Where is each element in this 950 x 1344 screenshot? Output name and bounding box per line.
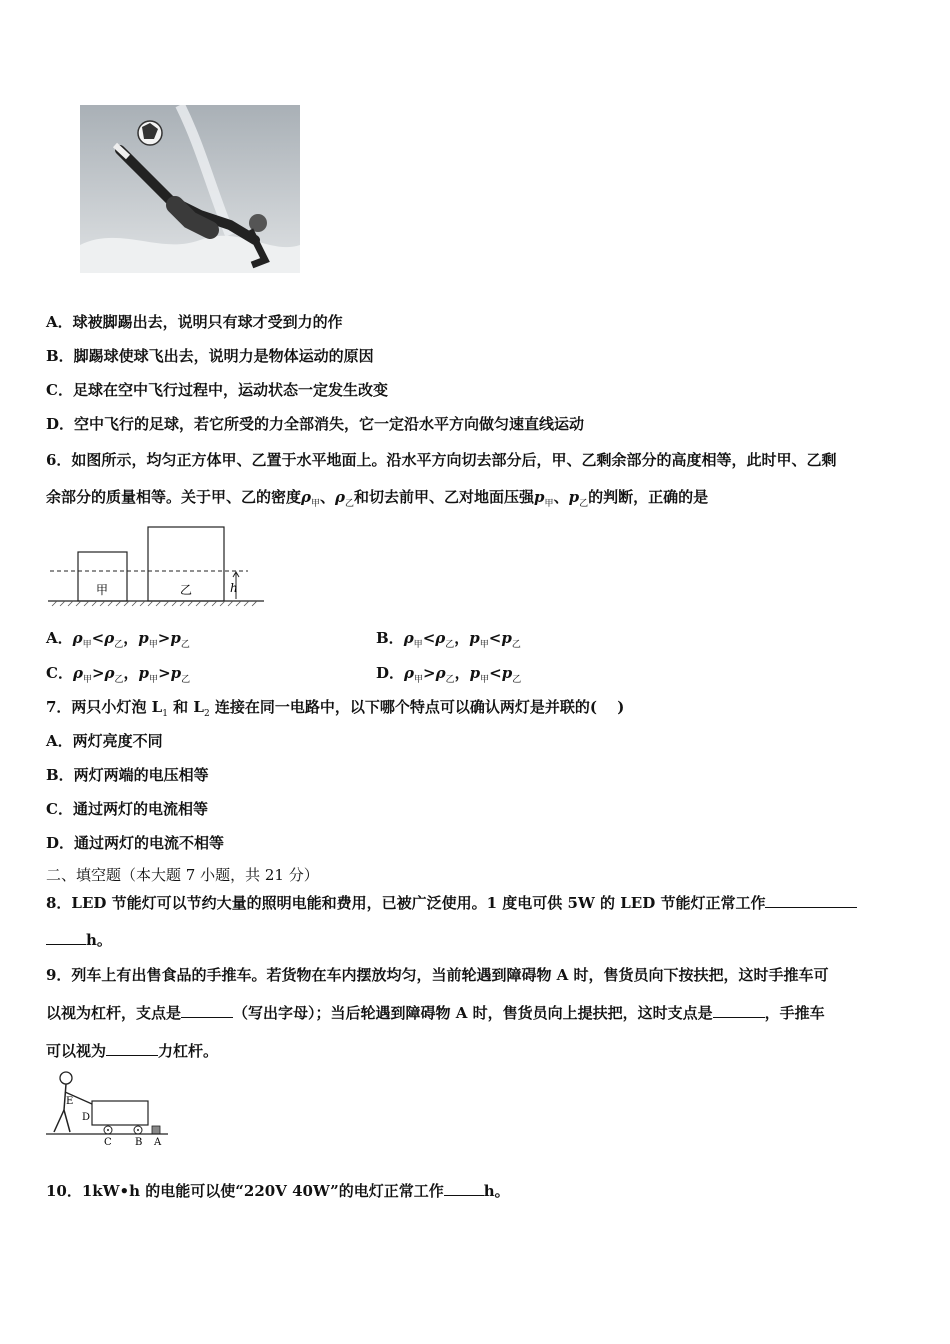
q9-label-D: D: [82, 1112, 91, 1123]
q7-option-b: B．两灯两端的电压相等: [46, 766, 209, 784]
q8-line2: h。: [46, 930, 112, 950]
q5-option-d: D．空中飞行的足球，若它所受的力全部消失，它一定沿水平方向做匀速直线运动: [46, 415, 585, 433]
q6-label-h: h: [230, 581, 238, 595]
q7-option-c: C．通过两灯的电流相等: [46, 800, 208, 818]
q6-option-c: C．$\rho_甲>\rho_乙$，$p_甲>p_乙$: [46, 664, 191, 685]
q9-label-B: B: [135, 1137, 143, 1148]
q7-stem: 7．两只小灯泡 $L_1$ 和 $L_2$ 连接在同一电路中，以下哪个特点可以确认两灯是并联的( ): [46, 698, 625, 719]
q5-option-a: A．球被脚踢出去，说明只有球才受到力的作: [46, 313, 343, 331]
q9-blank-3[interactable]: [106, 1041, 158, 1056]
q8-line1: 8．LED 节能灯可以节约大量的照明电能和费用，已被广泛使用。1 度电可供 5W 的 LED 节能灯正常工作: [46, 893, 857, 913]
q6-option-b: B．$\rho_甲<\rho_乙$，$p_甲<p_乙$: [376, 629, 521, 650]
q10-text: 10．1kW•h 的电能可以使“220V 40W”的电灯正常工作 h。: [46, 1182, 510, 1200]
section-heading-fill-in: 二、填空题（本大题 7 小题，共 21 分）: [46, 866, 319, 884]
q6-cubes-diagram: [48, 522, 266, 612]
q9-line3: 可以视为 力杠杆。: [46, 1042, 219, 1060]
q7-option-a: A．两灯亮度不同: [46, 732, 163, 750]
q5-option-b: B．脚踢球使球飞出去，说明力是物体运动的原因: [46, 347, 374, 365]
q6-stem-line1: 6．如图所示，均匀正方体甲、乙置于水平地面上。沿水平方向切去部分后，甲、乙剩余部分的高度相等，此时甲、乙剩: [46, 451, 837, 469]
soccer-bicycle-kick-photo: [80, 105, 300, 273]
q8-blank[interactable]: [765, 893, 857, 908]
q9-blank-2[interactable]: [713, 1003, 765, 1018]
q6-option-a: A．$\rho_甲<\rho_乙$，$p_甲>p_乙$: [46, 629, 190, 650]
q9-label-E: E: [66, 1096, 74, 1107]
q9-line2: 以视为杠杆，支点是 （写出字母）；当后轮遇到障碍物 A 时，售货员向上提扶把，这时支点是 ，手推车: [46, 1004, 825, 1022]
q10-blank[interactable]: [444, 1181, 484, 1196]
q9-label-C: C: [104, 1137, 112, 1148]
q6-option-d: D．$\rho_甲>\rho_乙$，$p_甲<p_乙$: [376, 664, 522, 685]
q9-label-A: A: [154, 1137, 162, 1148]
q9-line1: 9．列车上有出售食品的手推车。若货物在车内摆放均匀，当前轮遇到障碍物 A 时，售货员向下按扶把，这时手推车可: [46, 966, 829, 984]
q6-label-jia: 甲: [96, 583, 109, 597]
q6-label-yi: 乙: [180, 583, 193, 597]
q9-blank-1[interactable]: [181, 1003, 233, 1018]
q8-blank-cont[interactable]: [46, 930, 86, 945]
q6-stem-line2: 余部分的质量相等。关于甲、乙的密度$\rho_甲$、$\rho_乙$和切去前甲、乙对地面压强$p_甲$、$p_乙$的判断，正确的是: [46, 488, 709, 509]
q9-cart-diagram: [44, 1068, 170, 1150]
q7-option-d: D．通过两灯的电流不相等: [46, 834, 225, 852]
q5-option-c: C．足球在空中飞行过程中，运动状态一定发生改变: [46, 381, 388, 399]
